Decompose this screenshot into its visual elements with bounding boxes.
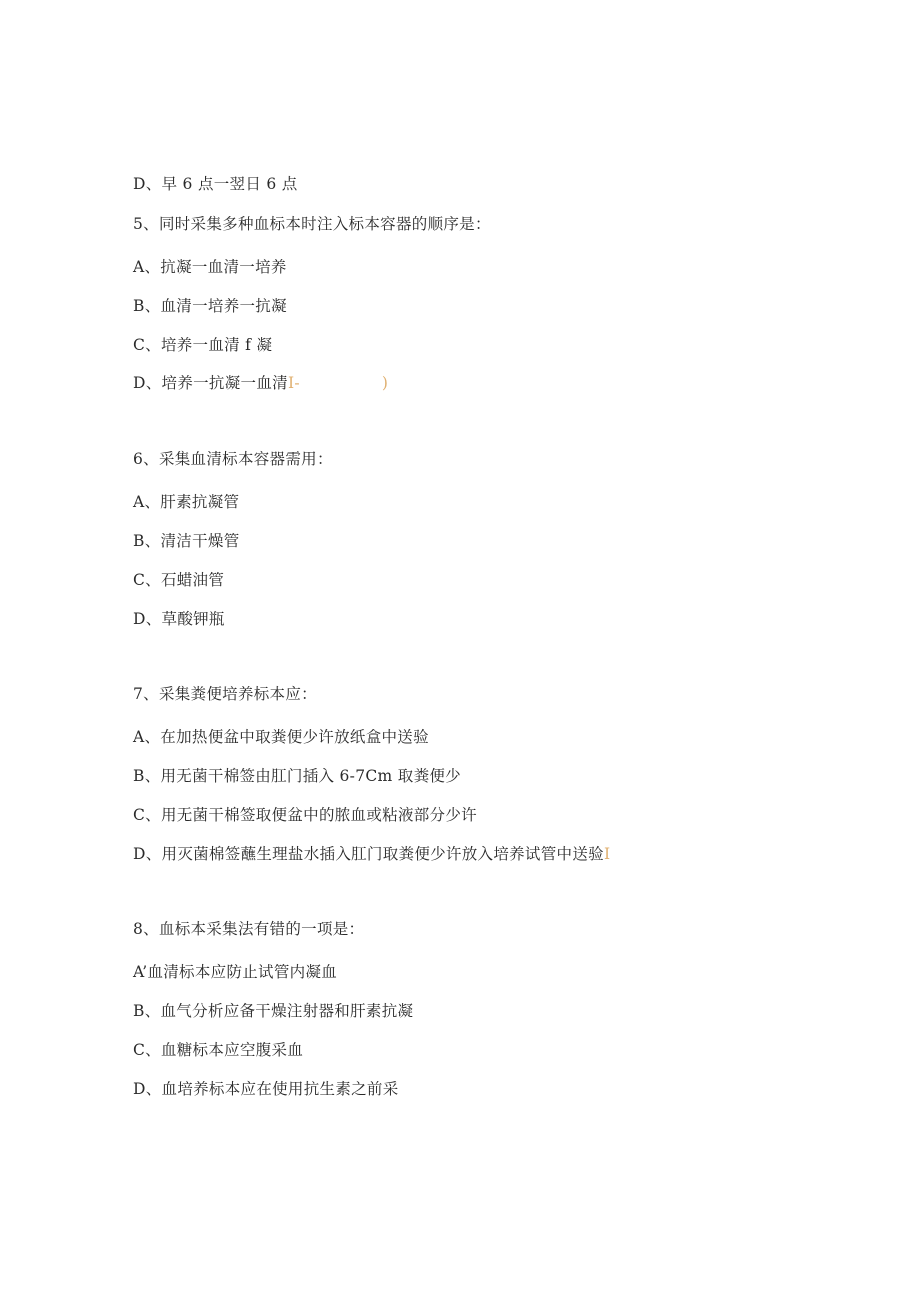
q5-option-d-row (133, 373, 388, 393)
q6-question: 6、采集血清标本容器需用： (133, 450, 333, 468)
q7-question: 7、采集粪便培养标本应： (133, 685, 317, 703)
q8-question: 8、血标本采集法有错的一项是： (133, 920, 365, 938)
q5-option-c: C、培养一血清 f 凝 (133, 336, 273, 354)
q5-option-b: B、血清一培养一抗凝 (133, 297, 287, 315)
q7-option-b: B、用无菌干棉签由肛门插入 6-7Cm 取粪便少 (133, 767, 461, 785)
q7-option-d-row (133, 844, 610, 864)
q5-mark-a: I- (287, 374, 300, 392)
q6-option-b: B、清洁干燥管 (133, 532, 240, 550)
q5-mark-b: ) (381, 374, 389, 392)
q6-option-a: A、肝素抗凝管 (133, 493, 240, 511)
q8-option-c: C、血糖标本应空腹采血 (133, 1041, 304, 1059)
q8-option-a: A’血清标本应防止试管内凝血 (133, 963, 338, 981)
q7-option-c: C、用无菌干棉签取便盆中的脓血或粘液部分少许 (133, 806, 477, 824)
q5-question: 5、同时采集多种血标本时注入标本容器的顺序是： (133, 215, 491, 233)
q8-option-b: B、血气分析应备干燥注射器和肝素抗凝 (133, 1002, 414, 1020)
q6-option-c: C、石蜡油管 (133, 571, 225, 589)
q5-option-a: A、抗凝一血清一培养 (133, 258, 287, 276)
q6-option-d: D、草酸钾瓶 (133, 610, 225, 628)
q7-option-d: D、用灭菌棉签蘸生理盐水插入肛门取粪便少许放入培养试管中送验 (133, 845, 604, 863)
q8-option-d: D、血培养标本应在使用抗生素之前采 (133, 1080, 399, 1098)
q4-option-d: D、早 6 点一翌日 6 点 (133, 175, 298, 193)
q5-option-d: D、培养一抗凝一血清 (133, 374, 288, 392)
q7-option-a: A、在加热便盆中取粪便少许放纸盒中送验 (133, 728, 429, 746)
q7-mark: I (603, 845, 611, 863)
